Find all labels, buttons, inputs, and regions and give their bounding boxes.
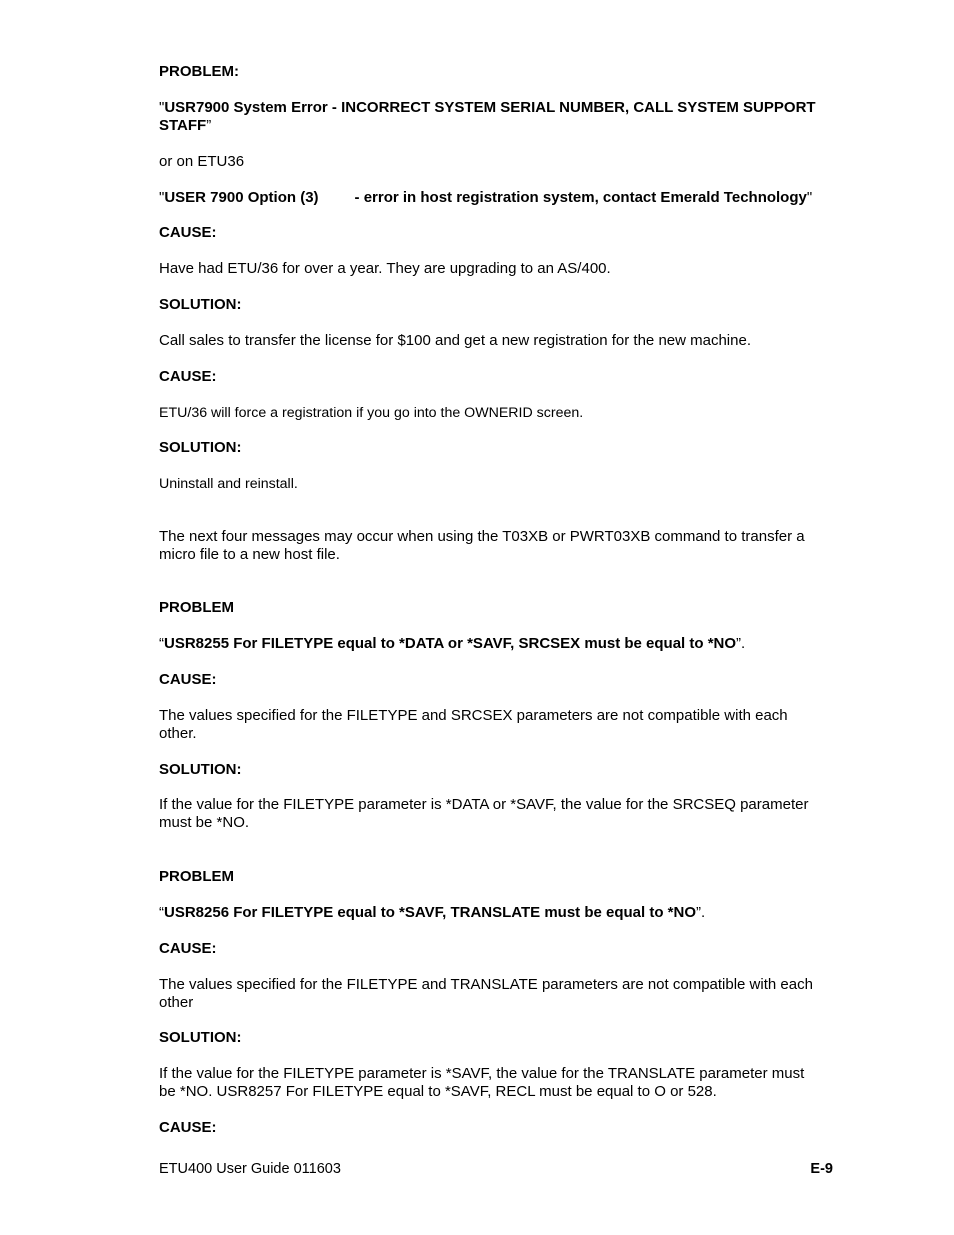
solution-text-3-line2: must be *NO. (159, 814, 250, 831)
error-message-user7900: "USER 7900 Option (3) - error in host registration system, contact Emerald Technology" (159, 189, 813, 206)
error-message-usr7900-line2: STAFF” (159, 117, 212, 134)
cause-text-2: ETU/36 will force a registration if you go into the OWNERID screen. (159, 405, 584, 421)
error-message-usr7900-line1: "USR7900 System Error - INCORRECT SYSTEM SERIAL NUMBER, CALL SYSTEM SUPPORT (159, 99, 816, 116)
intro-text-line1: The next four messages may occur when using the T03XB or PWRT03XB command to transfer a (159, 528, 805, 545)
footer-page-number: E-9 (810, 1161, 833, 1177)
intro-text-line2: micro file to a new host file. (159, 546, 340, 563)
cause-text-3-line1: The values specified for the FILETYPE and SRCSEX parameters are not compatible with each (159, 707, 788, 724)
solution-text-4-line1: If the value for the FILETYPE parameter is *SAVF, the value for the TRANSLATE parameter must (159, 1065, 805, 1082)
solution-heading-2: SOLUTION: (159, 439, 242, 456)
cause-text-3-line2: other. (159, 725, 197, 742)
problem-heading-3: PROBLEM (159, 868, 234, 885)
cause-heading-5: CAUSE: (159, 1119, 217, 1136)
error-message-usr8255: “USR8255 For FILETYPE equal to *DATA or *SAVF, SRCSEX must be equal to *NO”. (159, 635, 746, 652)
cause-text-4-line1: The values specified for the FILETYPE and TRANSLATE parameters are not compatible with each (159, 976, 813, 993)
cause-text-4-line2: other (159, 994, 194, 1011)
problem-heading-2: PROBLEM (159, 599, 234, 616)
error-message-usr8256: “USR8256 For FILETYPE equal to *SAVF, TRANSLATE must be equal to *NO”. (159, 904, 706, 921)
cause-heading-3: CAUSE: (159, 671, 217, 688)
cause-heading-4: CAUSE: (159, 940, 217, 957)
problem-heading-1: PROBLEM: (159, 63, 239, 80)
cause-heading-2: CAUSE: (159, 368, 217, 385)
footer-document-title: ETU400 User Guide 011603 (159, 1161, 341, 1177)
solution-text-4-line2: be *NO. USR8257 For FILETYPE equal to *SAVF, RECL must be equal to O or 528. (159, 1083, 717, 1100)
cause-text-1: Have had ETU/36 for over a year. They are upgrading to an AS/400. (159, 260, 611, 277)
solution-heading-3: SOLUTION: (159, 761, 242, 778)
or-text: or on ETU36 (159, 153, 245, 170)
solution-text-1: Call sales to transfer the license for $100 and get a new registration for the new machine. (159, 332, 751, 349)
solution-heading-4: SOLUTION: (159, 1029, 242, 1046)
cause-heading-1: CAUSE: (159, 224, 217, 241)
solution-text-2: Uninstall and reinstall. (159, 476, 298, 492)
solution-text-3-line1: If the value for the FILETYPE parameter is *DATA or *SAVF, the value for the SRCSEQ parameter (159, 796, 809, 813)
solution-heading-1: SOLUTION: (159, 296, 242, 313)
